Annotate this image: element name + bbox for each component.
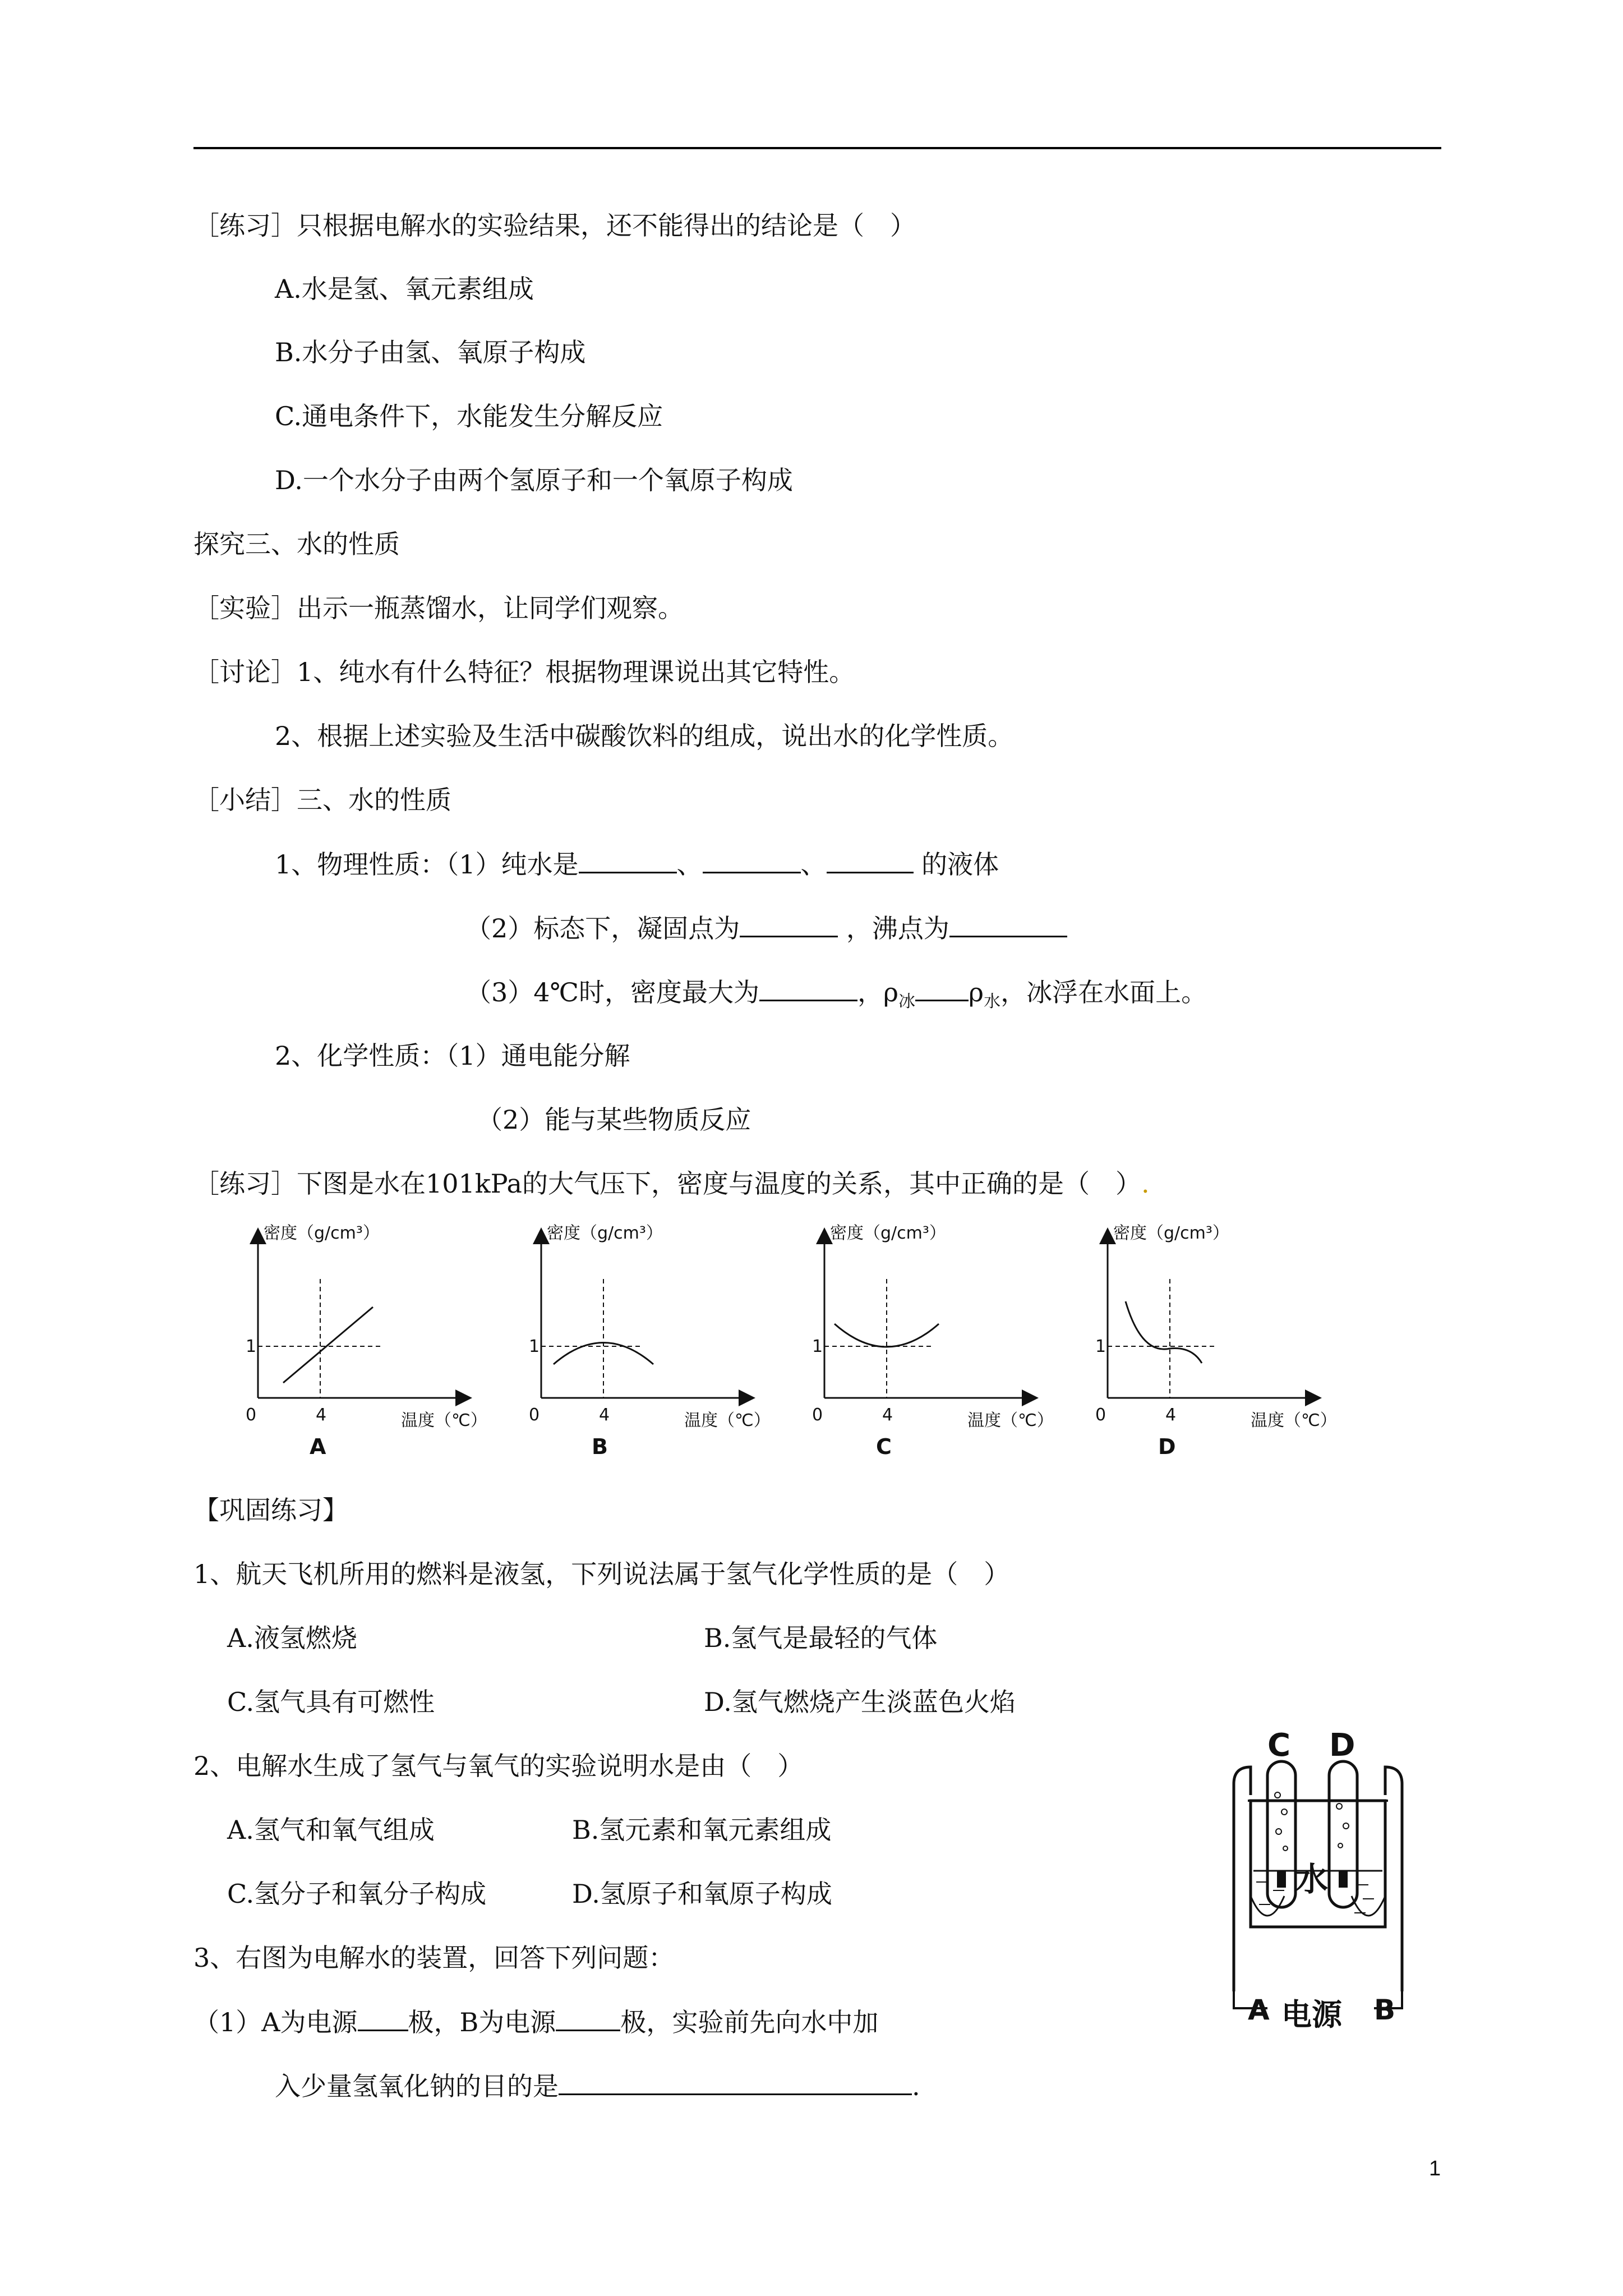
chart-c-xlabel: 温度（℃）: [967, 1411, 1054, 1430]
electrolysis-apparatus: [1195, 1728, 1441, 2042]
chart-b-svg: [513, 1223, 771, 1464]
chart-d-origin: 0: [1095, 1405, 1106, 1425]
chart-a-label: A: [310, 1434, 326, 1459]
experiment-line: ［实验］出示一瓶蒸馏水，让同学们观察。: [193, 593, 684, 623]
q2-option-b[interactable]: B.氢元素和氧元素组成: [572, 1815, 832, 1845]
q3-p1-a: （1）A为电源: [193, 2007, 358, 2037]
physical-properties-line-3: [465, 975, 1207, 1019]
phys-b-mid: ，沸点为: [846, 913, 949, 944]
q3-part1-line-2: [275, 2069, 920, 2103]
electrode-d: [1339, 1871, 1348, 1888]
q2-option-d[interactable]: D.氢原子和氧原子构成: [572, 1879, 832, 1909]
q1-option-d[interactable]: D.氢气燃烧产生淡蓝色火焰: [704, 1687, 1016, 1717]
summary-title: ［小结］三、水的性质: [193, 785, 451, 815]
phys-a-text: 1、物理性质：（1）纯水是: [275, 849, 579, 880]
blank-max-density[interactable]: [759, 975, 857, 1001]
chart-a-ylabel: 密度（g/cm³）: [264, 1223, 380, 1243]
chart-d-xtick: 4: [1165, 1405, 1177, 1425]
consolidation-title: 【巩固练习】: [193, 1495, 348, 1525]
blank-pole-b[interactable]: [556, 2005, 620, 2031]
q3-p1-b: 极，B为电源: [408, 2007, 556, 2037]
page-number: 1: [1429, 2157, 1441, 2180]
blank-purpose[interactable]: [559, 2069, 912, 2095]
blank-color[interactable]: [579, 847, 677, 873]
chart-d-label: D: [1158, 1434, 1176, 1459]
chart-d-xlabel: 温度（℃）: [1251, 1411, 1337, 1430]
chart-b-ytick: 1: [529, 1337, 540, 1356]
chart-a-xlabel: 温度（℃）: [401, 1411, 487, 1430]
physical-properties-line-1: [275, 847, 999, 881]
q1-stem: 1、航天飞机所用的燃料是液氢，下列说法属于氢气化学性质的是（ ）: [193, 1559, 1010, 1589]
q2-stem: 2、电解水生成了氢气与氧气的实验说明水是由（ ）: [193, 1751, 804, 1781]
section3-title: 探究三、水的性质: [193, 529, 400, 559]
phys-a-sep-1: 、: [676, 849, 703, 880]
chart-a-xtick: 4: [316, 1405, 327, 1425]
q2-option-a[interactable]: A.氢气和氧气组成: [227, 1815, 435, 1845]
q3-p2: 入少量氢氧化钠的目的是: [275, 2071, 559, 2101]
practice2-stem-text: ［练习］下图是水在101kPa的大气压下，密度与温度的关系，其中正确的是（ ）: [193, 1168, 1141, 1199]
terminal-a-label: A: [1248, 1994, 1270, 2026]
chart-c-svg: [796, 1223, 1054, 1464]
power-label: 电源: [1281, 1997, 1342, 2032]
water-label: 水: [1295, 1860, 1329, 1898]
chart-a-svg: [230, 1223, 488, 1464]
tube-d-label: D: [1329, 1728, 1355, 1764]
chart-d-ytick: 1: [1095, 1337, 1106, 1356]
chart-c-label: C: [876, 1434, 892, 1459]
chart-a-ytick: 1: [246, 1337, 257, 1356]
discussion-line-2: 2、根据上述实验及生活中碳酸饮料的组成，说出水的化学性质。: [275, 721, 1014, 751]
chart-a-curve: [283, 1307, 373, 1383]
practice1-option-a: A.水是氢、氧元素组成: [275, 274, 534, 304]
q1-option-a[interactable]: A.液氢燃烧: [227, 1623, 357, 1653]
q3-part1-line: [193, 2005, 878, 2039]
q3-p1-c: 极，实验前先向水中加: [620, 2007, 879, 2037]
chart-d-curve: [1126, 1301, 1202, 1363]
apparatus-svg: [1195, 1728, 1441, 2042]
chemical-properties-line-1: 2、化学性质：（1）通电能分解: [275, 1041, 630, 1071]
chart-c-ylabel: 密度（g/cm³）: [830, 1223, 946, 1243]
chart-b[interactable]: [513, 1223, 771, 1464]
q1-option-c[interactable]: C.氢气具有可燃性: [227, 1687, 435, 1717]
chart-c-xtick: 4: [882, 1405, 893, 1425]
chart-a[interactable]: [230, 1223, 488, 1464]
blank-freezing-point[interactable]: [740, 911, 838, 937]
chart-d[interactable]: [1080, 1223, 1338, 1464]
discussion-line-1: ［讨论］1、纯水有什么特征？根据物理课说出其它特性。: [193, 657, 855, 687]
electrode-c: [1277, 1871, 1286, 1888]
blank-boiling-point[interactable]: [949, 911, 1067, 937]
q2-option-c[interactable]: C.氢分子和氧分子构成: [227, 1879, 487, 1909]
practice2-dot: .: [1141, 1168, 1150, 1199]
chart-b-ylabel: 密度（g/cm³）: [547, 1223, 663, 1243]
chart-b-xlabel: 温度（℃）: [684, 1411, 771, 1430]
blank-odor[interactable]: [703, 847, 801, 873]
practice1-option-b: B.水分子由氢、氧原子构成: [275, 337, 586, 367]
terminal-b-label: B: [1374, 1994, 1396, 2026]
practice1-option-d: D.一个水分子由两个氢原子和一个氧原子构成: [275, 465, 793, 495]
chart-c-ytick: 1: [812, 1337, 823, 1356]
phys-b-text: （2）标态下，凝固点为: [465, 913, 740, 944]
chart-b-label: B: [592, 1434, 608, 1459]
phys-c-text: （3）4℃时，密度最大为: [465, 977, 759, 1007]
header-rule: [193, 147, 1441, 149]
phys-c-rho: ，ρ: [857, 977, 899, 1007]
chart-b-origin: 0: [529, 1405, 540, 1425]
blank-taste[interactable]: [827, 847, 914, 873]
chart-a-origin: 0: [246, 1405, 257, 1425]
chemical-properties-line-2: （2）能与某些物质反应: [477, 1105, 751, 1135]
q3-p2-end: .: [912, 2071, 920, 2101]
rho-water: ρ: [969, 977, 984, 1007]
ice-subscript: 冰: [898, 992, 916, 1012]
chart-c[interactable]: [796, 1223, 1054, 1464]
practice1-option-c: C.通电条件下，水能发生分解反应: [275, 401, 663, 431]
q1-option-b[interactable]: B.氢气是最轻的气体: [704, 1623, 938, 1653]
blank-compare[interactable]: [915, 975, 969, 1001]
phys-c-end: ，冰浮在水面上。: [1000, 977, 1207, 1007]
tube-c-label: C: [1267, 1728, 1291, 1764]
chart-b-xtick: 4: [599, 1405, 610, 1425]
practice1-stem: ［练习］只根据电解水的实验结果，还不能得出的结论是（ ）: [193, 210, 916, 241]
blank-pole-a[interactable]: [358, 2005, 408, 2031]
phys-a-end: 的液体: [921, 849, 999, 880]
physical-properties-line-2: [465, 911, 1067, 945]
chart-d-svg: [1080, 1223, 1338, 1464]
phys-a-sep-2: 、: [800, 849, 827, 880]
practice2-stem: [193, 1167, 1150, 1200]
q3-stem: 3、右图为电解水的装置，回答下列问题：: [193, 1943, 675, 1973]
chart-d-ylabel: 密度（g/cm³）: [1113, 1223, 1229, 1243]
water-subscript: 水: [984, 992, 1001, 1012]
chart-c-origin: 0: [812, 1405, 823, 1425]
